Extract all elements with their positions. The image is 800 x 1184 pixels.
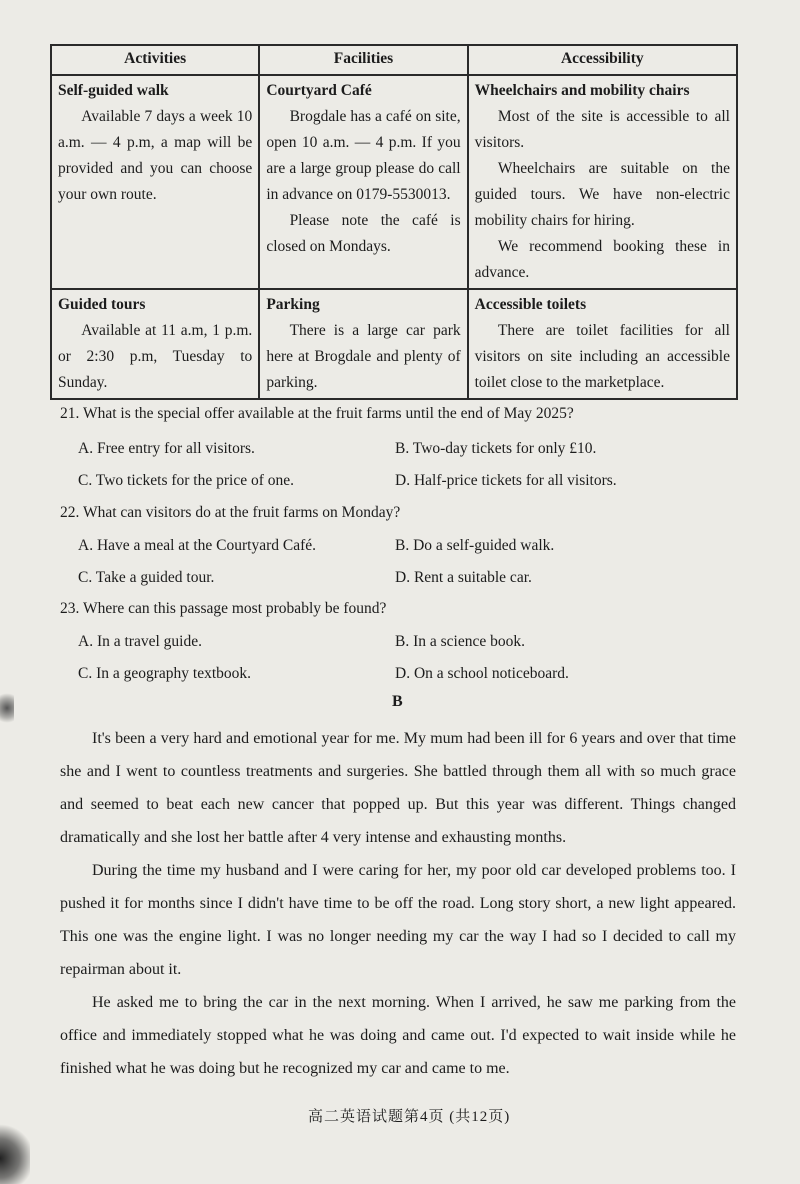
cell-text: There are toilet facilities for all visitors on site including an accessible toilet close to the marketplace. <box>474 322 730 391</box>
option-22-b: B. Do a self-guided walk. <box>395 537 555 554</box>
section-heading-b: B <box>392 693 403 710</box>
cell-text: We recommend booking these in advance. <box>474 238 730 281</box>
cell-text: Most of the site is accessible to all visitors. <box>474 108 730 151</box>
info-table <box>50 44 738 400</box>
option-21-d: D. Half-price tickets for all visitors. <box>395 472 617 489</box>
question-23: 23. Where can this passage most probably be found? <box>60 600 387 617</box>
cell-accessible-toilets <box>468 289 737 399</box>
option-21-a: A. Free entry for all visitors. <box>78 440 255 457</box>
passage-paragraph-2: During the time my husband and I were caring for her, my poor old car developed problems too. I pushed it for months since I didn't have time to be off the road. Long story short, a new light appeared. This one was the engine light. I was no longer needing my car the way I had so I decided to call my repairman about it. <box>60 862 736 978</box>
scan-smudge <box>0 1120 30 1184</box>
table-header-row <box>51 45 737 75</box>
option-22-c: C. Take a guided tour. <box>78 569 215 586</box>
cell-title: Accessible toilets <box>474 296 587 313</box>
cell-title: Courtyard Café <box>266 82 372 99</box>
question-21: 21. What is the special offer available at the fruit farms until the end of May 2025? <box>60 405 574 422</box>
cell-wheelchairs <box>468 75 737 289</box>
cell-text: Brogdale has a café on site, open 10 a.m. — 4 p.m. If you are a large group please do call in advance on 0179-5530013. <box>266 108 461 203</box>
passage-paragraph-1: It's been a very hard and emotional year for me. My mum had been ill for 6 years and over that time she and I went to countless treatments and surgeries. She battled through them all with so much grace and seemed to beat each new cancer that popped up. But this year was different. Things changed dramatically and she lost her battle after 4 very intense and exhausting months. <box>60 730 736 846</box>
option-21-b: B. Two-day tickets for only £10. <box>395 440 597 457</box>
cell-title: Guided tours <box>58 296 146 313</box>
table-row <box>51 75 737 289</box>
cell-title: Self-guided walk <box>58 82 169 99</box>
option-22-a: A. Have a meal at the Courtyard Café. <box>78 537 317 554</box>
cell-text: Available 7 days a week 10 a.m. — 4 p.m, a map will be provided and you can choose your own route. <box>58 108 253 203</box>
option-21-c: C. Two tickets for the price of one. <box>78 472 295 489</box>
cell-text: Please note the café is closed on Mondays. <box>266 212 461 255</box>
question-22: 22. What can visitors do at the fruit farms on Monday? <box>60 504 401 521</box>
passage-paragraph-3: He asked me to bring the car in the next morning. When I arrived, he saw me parking from the office and immediately stopped what he was doing and came out. I'd expected to wait inside while he finished what he was doing but he recognized my car and came to me. <box>60 994 736 1077</box>
cell-text: Wheelchairs are suitable on the guided tours. We have non-electric mobility chairs for hiring. <box>474 160 730 229</box>
option-23-a: A. In a travel guide. <box>78 633 202 650</box>
cell-text: Available at 11 a.m, 1 p.m. or 2:30 p.m, Tuesday to Sunday. <box>58 322 253 391</box>
cell-text: There is a large car park here at Brogdale and plenty of parking. <box>266 322 461 391</box>
scan-smudge <box>0 688 14 728</box>
header-activities: Activities <box>51 45 259 75</box>
header-facilities: Facilities <box>259 45 467 75</box>
cell-courtyard-cafe <box>259 75 467 289</box>
option-23-d: D. On a school noticeboard. <box>395 665 569 682</box>
table-row <box>51 289 737 399</box>
option-23-b: B. In a science book. <box>395 633 525 650</box>
option-22-d: D. Rent a suitable car. <box>395 569 532 586</box>
cell-title: Wheelchairs and mobility chairs <box>474 82 690 99</box>
cell-guided-tours <box>51 289 259 399</box>
page-footer: 高二英语试题第4页 (共12页) <box>308 1109 511 1125</box>
cell-parking <box>259 289 467 399</box>
cell-title: Parking <box>266 296 320 313</box>
option-23-c: C. In a geography textbook. <box>78 665 252 682</box>
header-accessibility: Accessibility <box>468 45 737 75</box>
cell-self-guided-walk <box>51 75 259 289</box>
